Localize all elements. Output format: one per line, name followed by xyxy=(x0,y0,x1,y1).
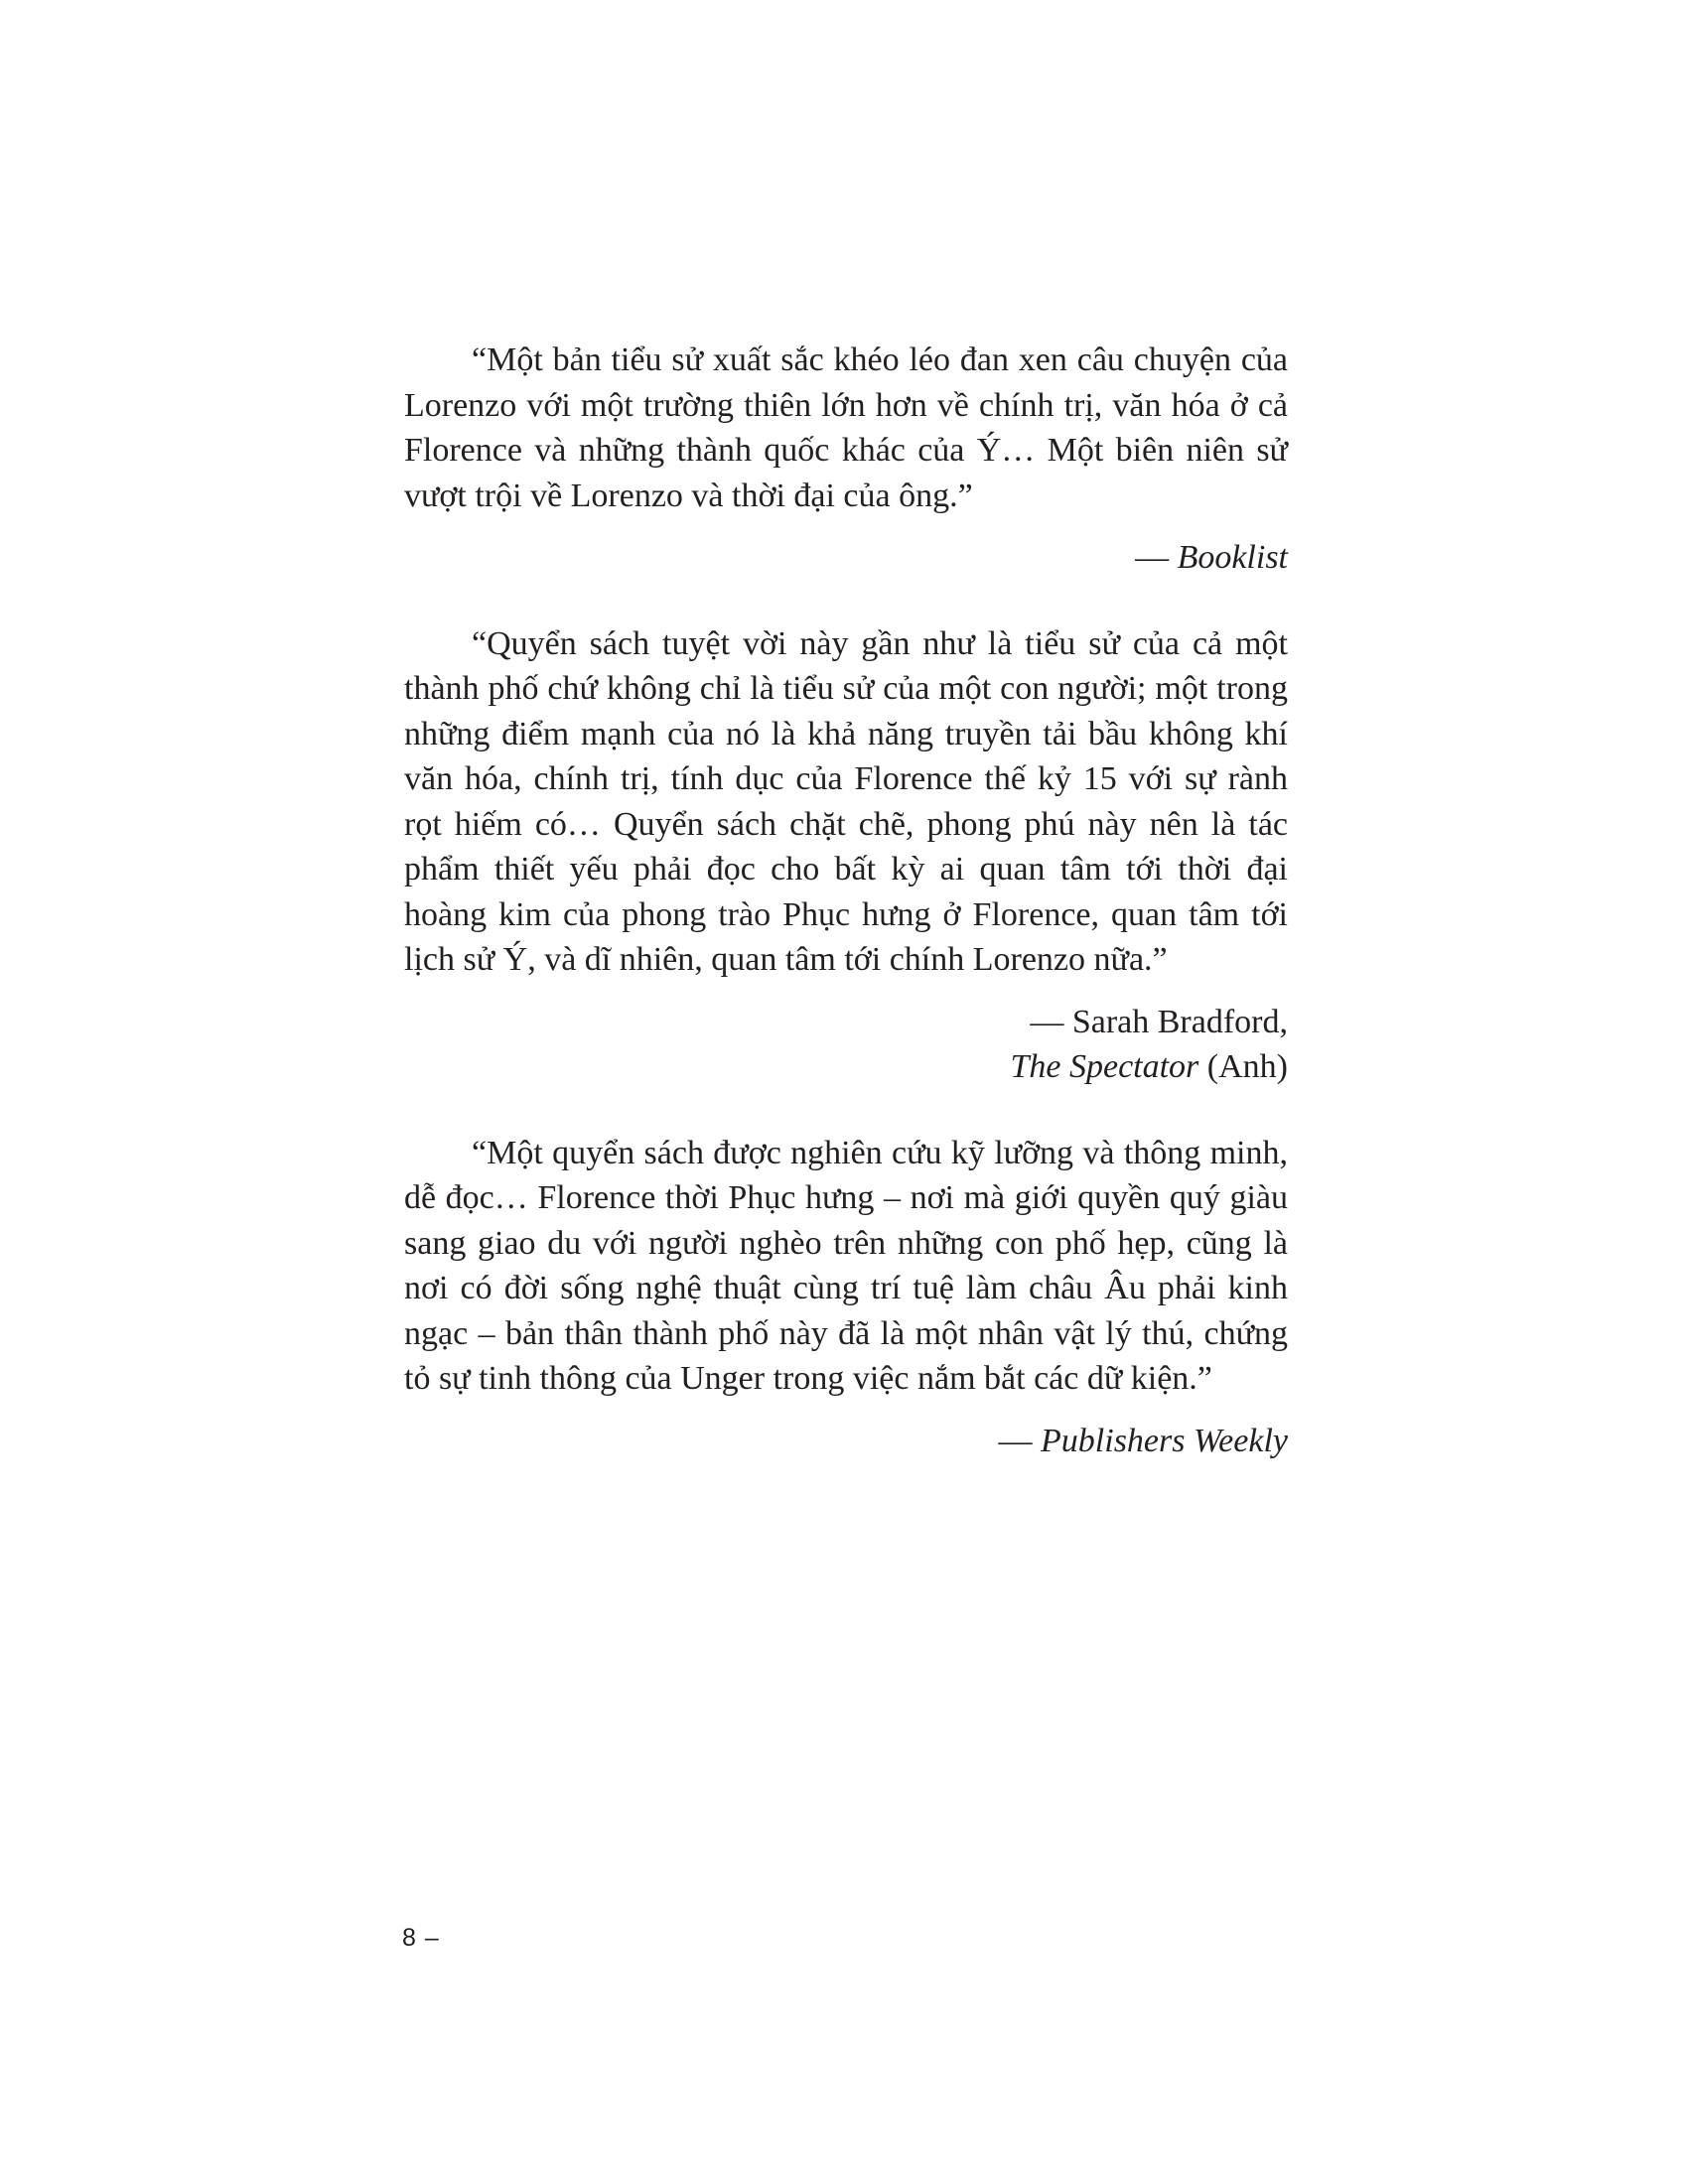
page-number: 8 – xyxy=(402,1924,440,1952)
attribution-publication xyxy=(404,1044,1288,1090)
attribution-booklist xyxy=(404,535,1288,581)
page-body xyxy=(404,338,1288,1463)
attribution-source: The Spectator xyxy=(1010,1048,1199,1085)
attribution-source: Booklist xyxy=(1177,539,1288,576)
review-quote-publishers-weekly: “Một quyển sách được nghiên cứu kỹ lưỡng và thông minh, dễ đọc… Florence thời Phục hưng – nơi mà giới quyền quý giàu sang giao du với người nghèo trên những con phố hẹp, cũng là nơi có đời sống nghệ thuật cùng trí tuệ làm châu Âu phải kinh ngạc – bản thân thành phố này đã là một nhân vật lý thú, chứng tỏ sự tinh thông của Unger trong việc nắm bắt các dữ kiện.” xyxy=(404,1134,1288,1397)
attribution-dash: — xyxy=(998,1422,1042,1459)
attribution-publishers-weekly xyxy=(404,1419,1288,1464)
attribution-source: Publishers Weekly xyxy=(1041,1422,1288,1459)
attribution-dash: — xyxy=(1135,539,1178,576)
attribution-suffix: (Anh) xyxy=(1198,1048,1288,1085)
review-quote-spectator: “Quyển sách tuyệt vời này gần như là tiểu sử của cả một thành phố chứ không chỉ là tiểu sử của một con người; một trong những điểm mạnh của nó là khả năng truyền tải bầu không khí văn hóa, chính trị, tính dục của Florence thế kỷ 15 với sự rành rọt hiếm có… Quyển sách chặt chẽ, phong phú này nên là tác phẩm thiết yếu phải đọc cho bất kỳ ai quan tâm tới thời đại hoàng kim của phong trào Phục hưng ở Florence, quan tâm tới lịch sử Ý, và dĩ nhiên, quan tâm tới chính Lorenzo nữa.” xyxy=(404,624,1288,978)
attribution-author: — Sarah Bradford, xyxy=(1030,1003,1288,1040)
attribution-spectator xyxy=(404,1000,1288,1090)
review-quote-booklist: “Một bản tiểu sử xuất sắc khéo léo đan xen câu chuyện của Lorenzo với một trường thiên lớn hơn về chính trị, văn hóa ở cả Florence và những thành quốc khác của Ý… Một biên niên sử vượt trội về Lorenzo và thời đại của ông.” xyxy=(404,341,1288,514)
